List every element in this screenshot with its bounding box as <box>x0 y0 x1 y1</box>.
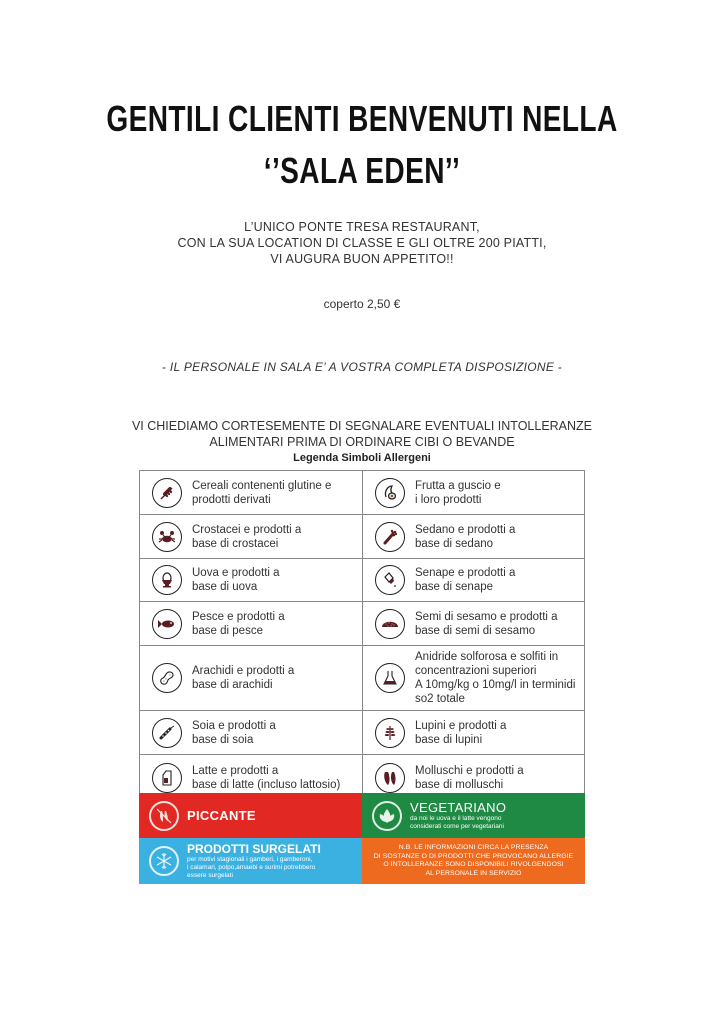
soy-icon <box>152 718 182 748</box>
allergen-label: Pesce e prodotti a <box>192 610 285 623</box>
allergen-label: Crostacei e prodotti a <box>192 523 302 536</box>
table-row <box>140 515 584 559</box>
info-note-line: N.B. LE INFORMAZIONI CIRCA LA PRESENZA <box>398 844 549 851</box>
spicy-band <box>139 793 362 838</box>
intro-text <box>0 219 724 267</box>
request-line: VI CHIEDIAMO CORTESEMENTE DI SEGNALARE EVENTUALI INTOLLERANZE <box>131 419 593 433</box>
frozen-note: per motivi stagionali i gamberi, i gamberoni, <box>187 855 313 863</box>
staff-note: - IL PERSONALE IN SALA E’ A VOSTRA COMPLETA DISPOSIZIONE - <box>161 360 563 374</box>
vegetarian-note: da noi le uova e il latte vengono <box>410 815 502 822</box>
allergen-label: base di senape <box>415 581 494 593</box>
lupin-icon <box>375 718 405 748</box>
table-row <box>140 602 584 646</box>
allergen-label: Cereali contenenti glutine e <box>192 479 332 492</box>
allergen-label: Sedano e prodotti a <box>415 523 516 536</box>
allergen-label: Frutta a guscio e <box>415 479 501 492</box>
intro-line: L’UNICO PONTE TRESA RESTAURANT, <box>244 220 480 234</box>
allergen-label: Uova e prodotti a <box>192 567 280 579</box>
snowflake-icon <box>149 846 179 876</box>
allergen-peanuts <box>140 646 362 710</box>
allergen-sesame <box>362 602 584 645</box>
vegetarian-band <box>362 793 585 838</box>
table-row <box>140 559 584 602</box>
page-title-line1: GENTILI CLIENTI BENVENUTI NELLA <box>106 98 618 139</box>
info-note-line: DI SOSTANZE O DI PRODOTTI CHE PROVOCANO ALLERGIE <box>373 852 574 860</box>
allergen-label: Lupini e prodotti a <box>415 719 507 732</box>
celery-icon <box>375 522 405 552</box>
allergen-label: Soia e prodotti a <box>192 719 276 732</box>
allergen-label: concentrazioni superiori <box>415 665 537 677</box>
allergen-label: so2 totale <box>415 693 465 705</box>
peanut-icon <box>152 663 182 693</box>
allergen-label: base di pesce <box>192 624 263 637</box>
wheat-icon <box>152 478 182 508</box>
sesame-icon <box>375 609 405 639</box>
egg-icon <box>152 565 182 595</box>
allergen-label: Arachidi e prodotti a <box>192 665 295 677</box>
sulphite-flask-icon <box>375 663 405 693</box>
allergen-label: base di arachidi <box>192 679 273 691</box>
allergen-label: base di molluschi <box>415 778 504 791</box>
fish-icon <box>152 609 182 639</box>
info-note-band <box>362 838 585 884</box>
allergen-nuts <box>362 471 584 514</box>
frozen-note: i calamari, polpo,amaebi e surimi potrebbero <box>187 863 316 871</box>
allergen-label: base di crostacei <box>192 537 279 550</box>
allergen-celery <box>362 515 584 558</box>
frozen-band <box>139 838 362 884</box>
allergen-lupin <box>362 711 584 754</box>
cover-charge: coperto 2,50 € <box>323 297 401 311</box>
spicy-label: PICCANTE <box>187 808 256 823</box>
allergen-label: i loro prodotti <box>415 493 482 506</box>
leaf-icon <box>372 801 402 831</box>
vegetarian-label: VEGETARIANO <box>410 800 507 815</box>
allergen-legend-table <box>139 470 585 801</box>
legend-title: Legenda Simboli Allergeni <box>293 452 431 464</box>
allergen-label: base di sedano <box>415 537 494 550</box>
allergen-soy <box>140 711 362 754</box>
chili-pepper-icon <box>149 801 179 831</box>
allergen-cereals <box>140 471 362 514</box>
allergen-sulphites <box>362 646 584 710</box>
allergen-label: base di uova <box>192 581 258 593</box>
crab-icon <box>152 522 182 552</box>
allergen-label: base di soia <box>192 733 254 746</box>
allergen-label: base di lupini <box>415 733 483 746</box>
info-note-line: O INTOLLERANZE SONO DISPONIBILI RIVOLGENDOSI <box>383 861 564 868</box>
mussel-icon <box>375 763 405 793</box>
allergen-label: Semi di sesamo e prodotti a <box>415 610 558 623</box>
page-title-line2: ‘’SALA EDEN’’ <box>263 150 461 191</box>
allergen-label: A 10mg/kg o 10mg/l in terminidi <box>415 679 576 691</box>
allergy-request <box>0 418 724 450</box>
allergen-eggs <box>140 559 362 601</box>
intro-line: CON LA SUA LOCATION DI CLASSE E GLI OLTRE 200 PIATTI, <box>177 236 547 250</box>
info-note-line: AL PERSONALE IN SERVIZIO <box>425 869 522 877</box>
frozen-label: PRODOTTI SURGELATI <box>187 841 321 856</box>
table-row <box>140 711 584 755</box>
allergen-label: base di semi di sesamo <box>415 624 536 637</box>
intro-line: VI AUGURA BUON APPETITO!! <box>270 252 454 266</box>
vegetarian-note: considerati come per vegetariani <box>410 823 504 830</box>
allergen-label: prodotti derivati <box>192 493 271 506</box>
allergen-mustard <box>362 559 584 601</box>
allergen-label: Anidride solforosa e solfiti in <box>415 651 559 663</box>
allergen-label: Senape e prodotti a <box>415 567 516 579</box>
milk-carton-icon <box>152 763 182 793</box>
allergen-label: Molluschi e prodotti a <box>415 764 524 777</box>
mustard-icon <box>375 565 405 595</box>
table-row <box>140 646 584 711</box>
request-line: ALIMENTARI PRIMA DI ORDINARE CIBI O BEVANDE <box>209 435 515 449</box>
allergen-label: base di latte (incluso lattosio) <box>192 778 341 791</box>
table-row <box>140 471 584 515</box>
nuts-icon <box>375 478 405 508</box>
allergen-crustaceans <box>140 515 362 558</box>
frozen-note: essere surgelati <box>187 871 233 879</box>
allergen-fish <box>140 602 362 645</box>
allergen-label: Latte e prodotti a <box>192 764 279 777</box>
